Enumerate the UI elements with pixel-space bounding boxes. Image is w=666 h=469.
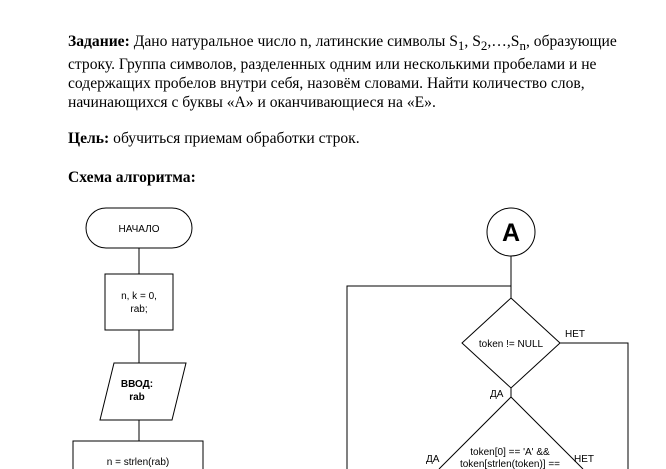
task-text-1: Дано натуральное число n, латинские символы S bbox=[129, 33, 458, 50]
connector-letter: A bbox=[501, 219, 521, 247]
task-text-2: , S bbox=[464, 33, 481, 50]
start-label: НАЧАЛО bbox=[118, 224, 160, 235]
cond2-no-label: НЕТ bbox=[574, 454, 594, 465]
strlen-label: n = strlen(rab) bbox=[106, 457, 170, 468]
cond1-no-label: НЕТ bbox=[565, 329, 585, 340]
goal-text: обучиться приемам обработки строк. bbox=[109, 130, 360, 147]
goal-label: Цель: bbox=[68, 130, 110, 147]
input-label-line1: ВВОД: bbox=[120, 379, 154, 390]
no-branch-line bbox=[560, 343, 628, 469]
cond2-label-line1: token[0] == 'A' && bbox=[470, 447, 550, 458]
task-sub-3: n bbox=[519, 38, 526, 54]
cond2-label-line2: token[strlen(token)] == bbox=[459, 459, 561, 469]
task-sub-1: 1 bbox=[457, 38, 465, 54]
task-text-3: ,…,S bbox=[487, 33, 520, 50]
task-sub-2: 2 bbox=[480, 38, 488, 54]
init-process-box bbox=[105, 274, 173, 330]
cond1-yes-label: ДА bbox=[490, 389, 504, 400]
task-label: Задание: bbox=[68, 33, 130, 50]
cond1-label: token != NULL bbox=[478, 339, 544, 350]
input-label-line2: rab bbox=[129, 392, 145, 403]
scheme-heading: Схема алгоритма: bbox=[68, 169, 196, 186]
cond2-yes-label: ДА bbox=[426, 454, 440, 465]
init-label-line2: rab; bbox=[130, 304, 148, 315]
task-text-4: , образующие строку. Группа символов, разделенных одним или несколькими пробелами и не содержащих пробелов внутри себя, назовём словами. Найти количество слов, начинающихся с буквы «А» и оканчивающиеся на «Е». bbox=[68, 33, 617, 112]
init-label-line1: n, k = 0, bbox=[121, 291, 157, 302]
loop-back-line bbox=[347, 286, 511, 469]
